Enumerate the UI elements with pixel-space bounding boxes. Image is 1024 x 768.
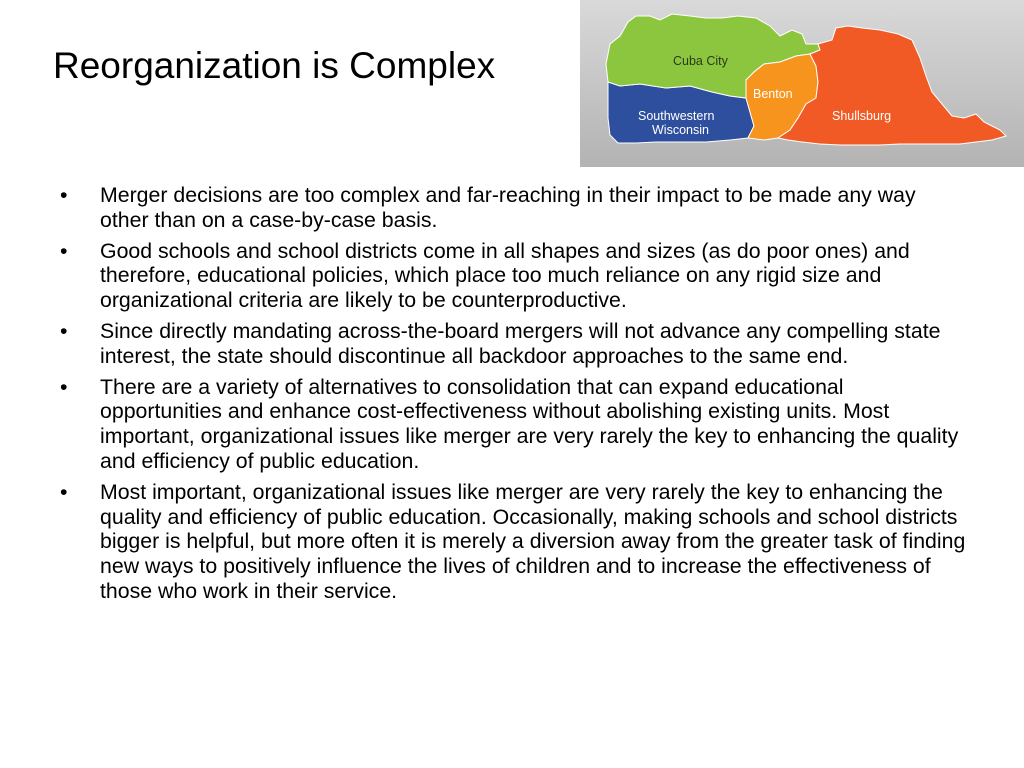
bullet-item bbox=[60, 239, 970, 313]
bullet-item bbox=[60, 319, 970, 369]
bullet-marker: • bbox=[60, 374, 68, 399]
bullet-marker: • bbox=[60, 183, 68, 207]
map-label-southwestern: Southwestern bbox=[638, 109, 715, 123]
map-label-wisconsin: Wisconsin bbox=[652, 123, 709, 137]
bullet-item bbox=[60, 480, 970, 604]
bullet-marker: • bbox=[60, 318, 68, 343]
map-label-cuba-city: Cuba City bbox=[673, 54, 728, 68]
bullet-marker: • bbox=[60, 238, 68, 263]
bullet-text: Merger decisions are too complex and far-reaching in their impact to be made any way other than on a case-by-case basis. bbox=[100, 183, 916, 232]
district-map bbox=[580, 0, 1024, 167]
slide-title: Reorganization is Complex bbox=[53, 45, 496, 86]
bullet-marker: • bbox=[60, 479, 68, 504]
bullet-list bbox=[60, 183, 970, 610]
map-label-benton: Benton bbox=[753, 87, 793, 101]
district-map-graphic bbox=[580, 0, 1024, 167]
bullet-text: Most important, organizational issues like merger are very rarely the key to enhancing the quality and efficiency of public education. Occasionally, making schools and school districts bigger is helpful, but more often it is merely a diversion away from the greater task of finding new ways to positively influence the lives of children and to increase the effectiveness of those who work in their service. bbox=[100, 479, 966, 603]
bullet-text: Since directly mandating across-the-board mergers will not advance any compelling state interest, the state should discontinue all backdoor approaches to the same end. bbox=[100, 318, 941, 368]
map-label-shullsburg: Shullsburg bbox=[832, 109, 892, 123]
bullet-item bbox=[60, 183, 970, 233]
bullet-text: Good schools and school districts come in all shapes and sizes (as do poor ones) and therefore, educational policies, which place too much reliance on any rigid size and organizational criteria are likely to be counterproductive. bbox=[100, 238, 910, 313]
bullet-item bbox=[60, 375, 970, 474]
bullet-text: There are a variety of alternatives to consolidation that can expand educational opportunities and enhance cost-effectiveness without abolishing existing units. Most important, organizational issues like merger are very rarely the key to enhancing the quality and efficiency of public education. bbox=[100, 374, 959, 473]
